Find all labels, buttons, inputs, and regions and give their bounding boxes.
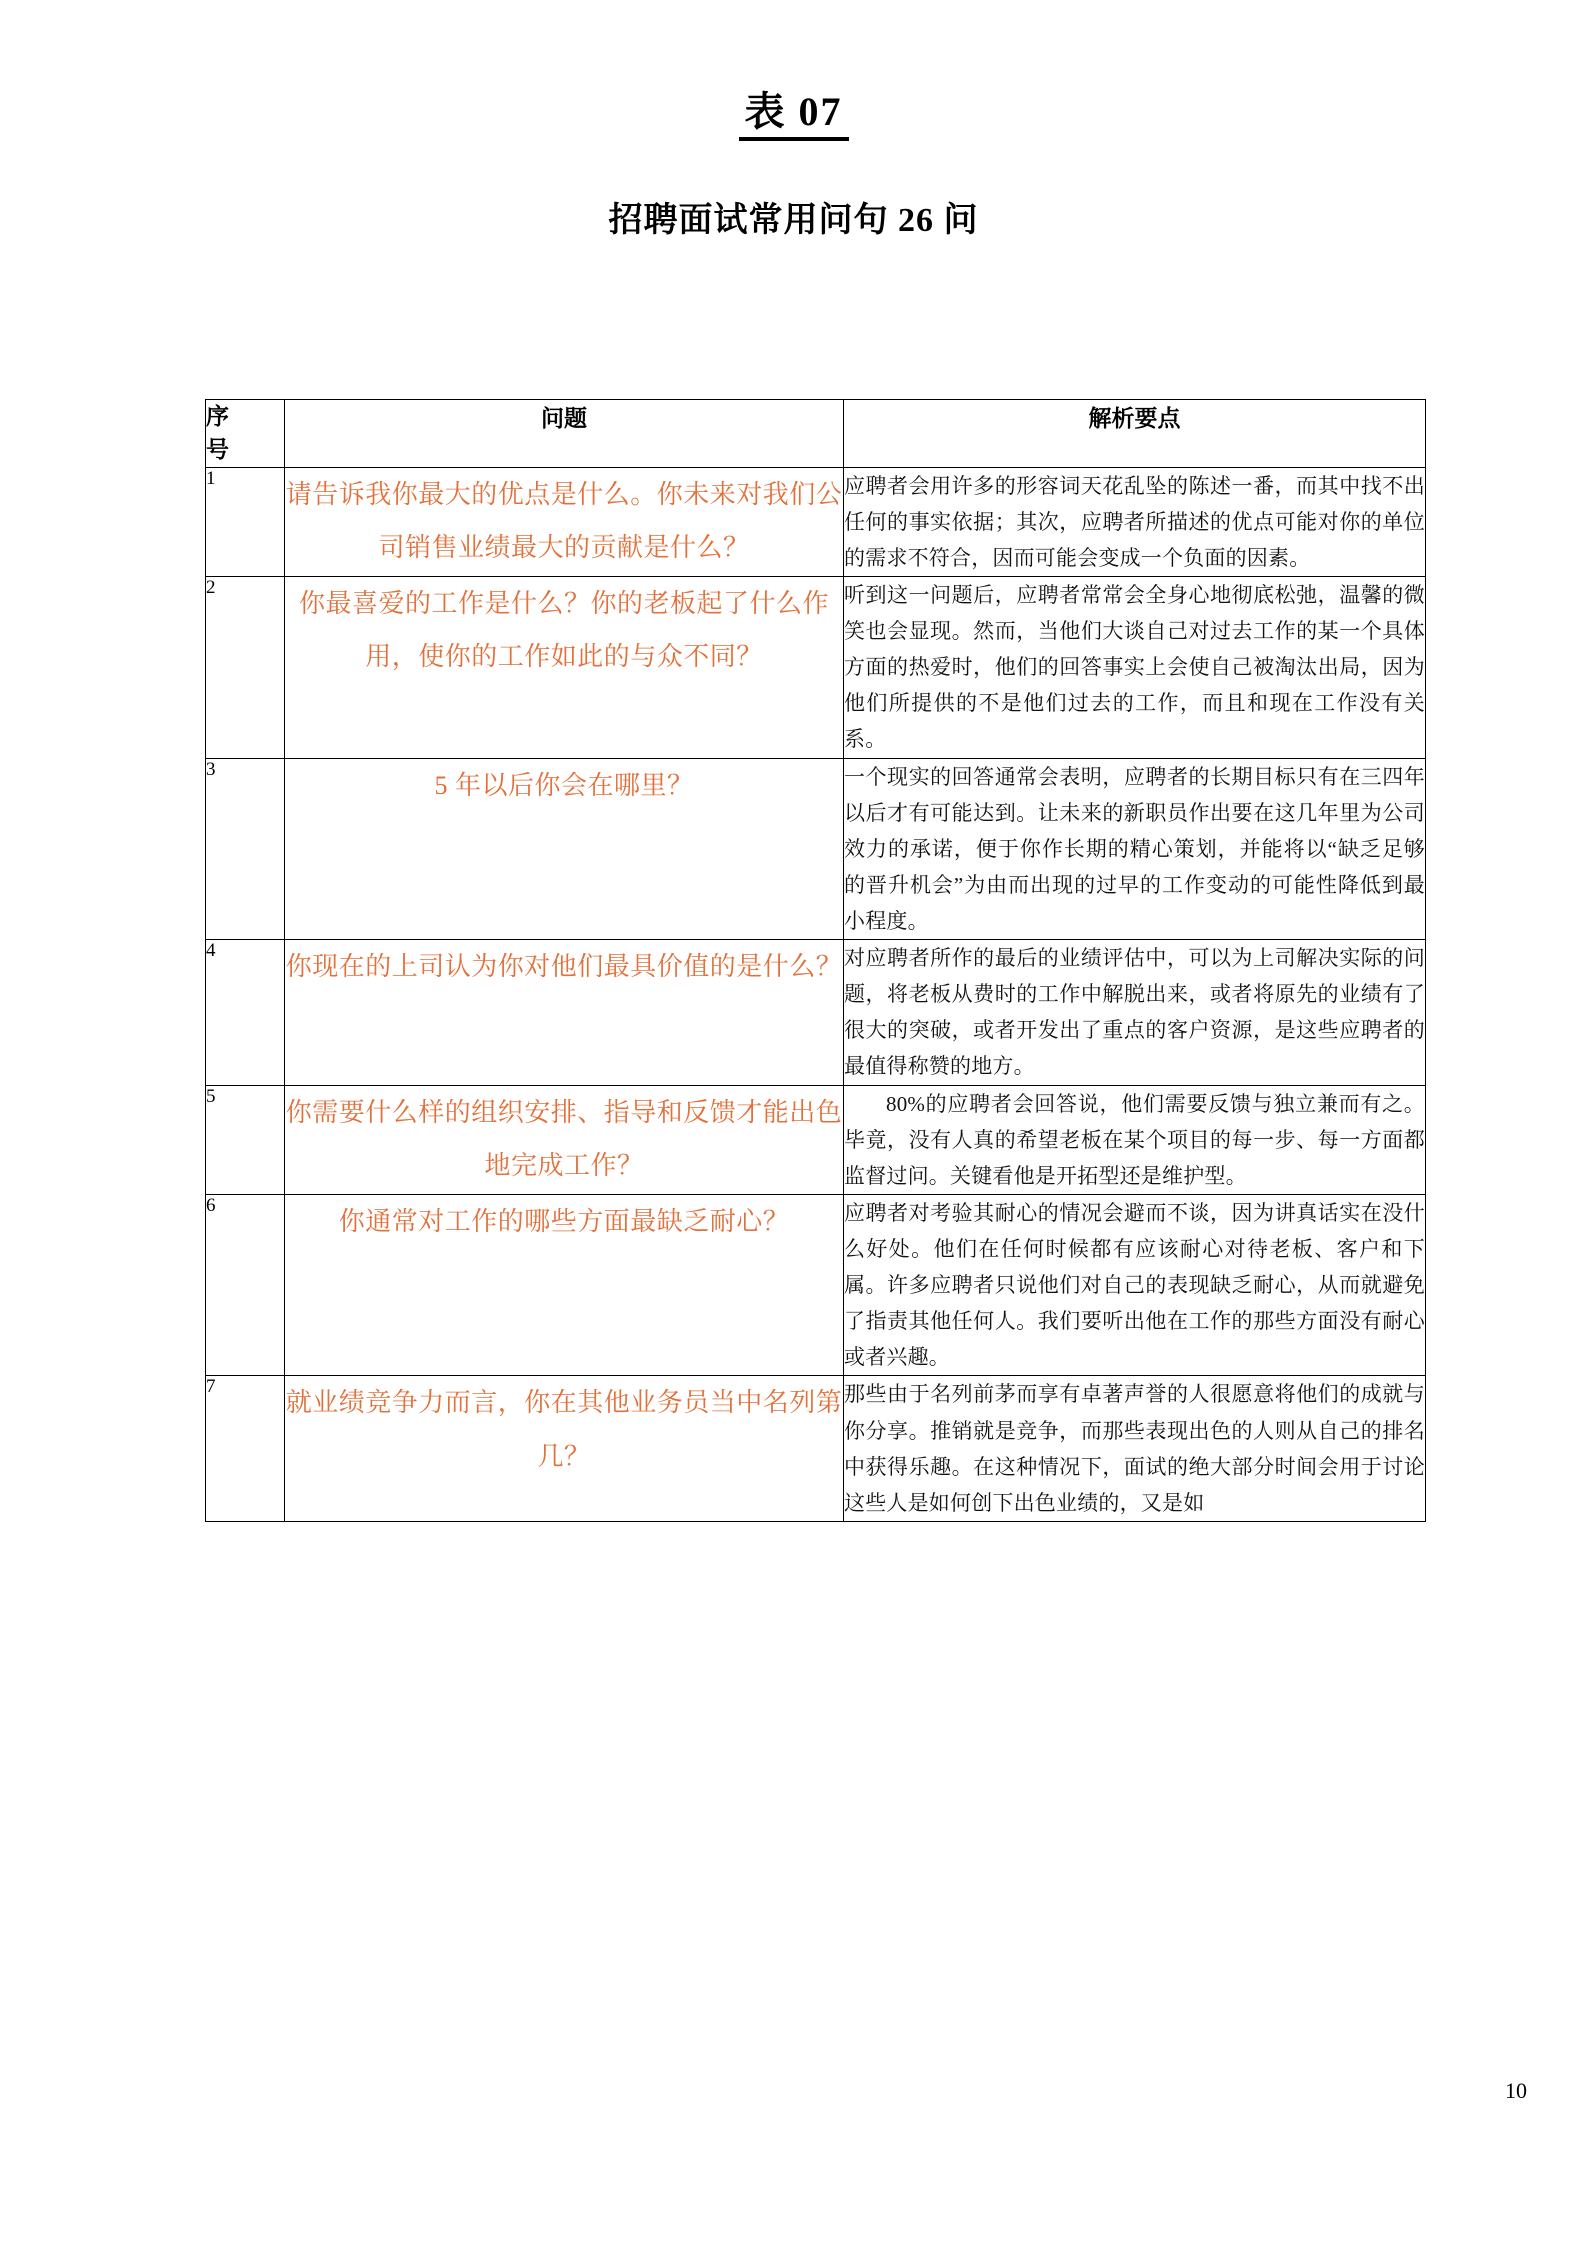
row-index: 6 <box>206 1194 285 1376</box>
row-answer: 那些由于名列前茅而享有卓著声誉的人很愿意将他们的成就与你分享。推销就是竞争，而那些表现出色的人则从自己的排名中获得乐趣。在这种情况下，面试的绝大部分时间会用于讨论这些人是如何创下出色业绩的，又是如 <box>844 1376 1426 1521</box>
row-index: 7 <box>206 1376 285 1521</box>
questions-table-body <box>206 467 1426 1521</box>
row-question: 请告诉我你最大的优点是什么。你未来对我们公司销售业绩最大的贡献是什么？ <box>285 467 844 576</box>
page-title <box>0 88 1587 141</box>
page-title-text: 表 07 <box>739 91 849 141</box>
questions-table <box>205 399 1426 1522</box>
row-question: 你现在的上司认为你对他们最具价值的是什么？ <box>285 940 844 1085</box>
row-answer: 听到这一问题后，应聘者常常会全身心地彻底松弛，温馨的微笑也会显现。然而，当他们大谈自己对过去工作的某一个具体方面的热爱时，他们的回答事实上会使自己被淘汰出局，因为他们所提供的不是他们过去的工作，而且和现在工作没有关系。 <box>844 577 1426 759</box>
table-header-row <box>206 400 1426 468</box>
row-index: 3 <box>206 758 285 940</box>
table-row <box>206 1194 1426 1376</box>
row-index: 5 <box>206 1085 285 1194</box>
row-answer: 对应聘者所作的最后的业绩评估中，可以为上司解决实际的问题，将老板从费时的工作中解脱出来，或者将原先的业绩有了很大的突破，或者开发出了重点的客户资源，是这些应聘者的最值得称赞的地方。 <box>844 940 1426 1085</box>
row-question: 你需要什么样的组织安排、指导和反馈才能出色地完成工作？ <box>285 1085 844 1194</box>
table-row <box>206 940 1426 1085</box>
page-subtitle: 招聘面试常用问句 26 问 <box>608 202 979 239</box>
column-header-index-line1: 序 <box>206 404 229 429</box>
row-answer: 应聘者对考验其耐心的情况会避而不谈，因为讲真话实在没什么好处。他们在任何时候都有应该耐心对待老板、客户和下属。许多应聘者只说他们对自己的表现缺乏耐心，从而就避免了指责其他任何人。我们要听出他在工作的那些方面没有耐心或者兴趣。 <box>844 1194 1426 1376</box>
row-question: 就业绩竞争力而言，你在其他业务员当中名列第几？ <box>285 1376 844 1521</box>
row-answer: 80%的应聘者会回答说，他们需要反馈与独立兼而有之。毕竟，没有人真的希望老板在某个项目的每一步、每一方面都监督过问。关键看他是开拓型还是维护型。 <box>844 1085 1426 1194</box>
questions-table-container <box>205 399 1425 1522</box>
column-header-question: 问题 <box>285 400 844 468</box>
row-index: 1 <box>206 467 285 576</box>
row-index: 2 <box>206 577 285 759</box>
row-question: 5 年以后你会在哪里？ <box>285 758 844 940</box>
table-row <box>206 1085 1426 1194</box>
row-answer: 应聘者会用许多的形容词天花乱坠的陈述一番，而其中找不出任何的事实依据；其次，应聘者所描述的优点可能对你的单位的需求不符合，因而可能会变成一个负面的因素。 <box>844 467 1426 576</box>
page-number: 10 <box>1505 2078 1527 2103</box>
table-row <box>206 577 1426 759</box>
table-row <box>206 1376 1426 1521</box>
row-index: 4 <box>206 940 285 1085</box>
table-row <box>206 467 1426 576</box>
column-header-index <box>206 400 285 468</box>
column-header-analysis: 解析要点 <box>844 400 1426 468</box>
table-row <box>206 758 1426 940</box>
column-header-index-line2: 号 <box>206 437 229 463</box>
row-question: 你通常对工作的哪些方面最缺乏耐心？ <box>285 1194 844 1376</box>
row-question: 你最喜爱的工作是什么？你的老板起了什么作用，使你的工作如此的与众不同？ <box>285 577 844 759</box>
row-answer: 一个现实的回答通常会表明，应聘者的长期目标只有在三四年以后才有可能达到。让未来的新职员作出要在这几年里为公司效力的承诺，便于你作长期的精心策划，并能将以“缺乏足够的晋升机会”为由而出现的过早的工作变动的可能性降低到最小程度。 <box>844 758 1426 940</box>
